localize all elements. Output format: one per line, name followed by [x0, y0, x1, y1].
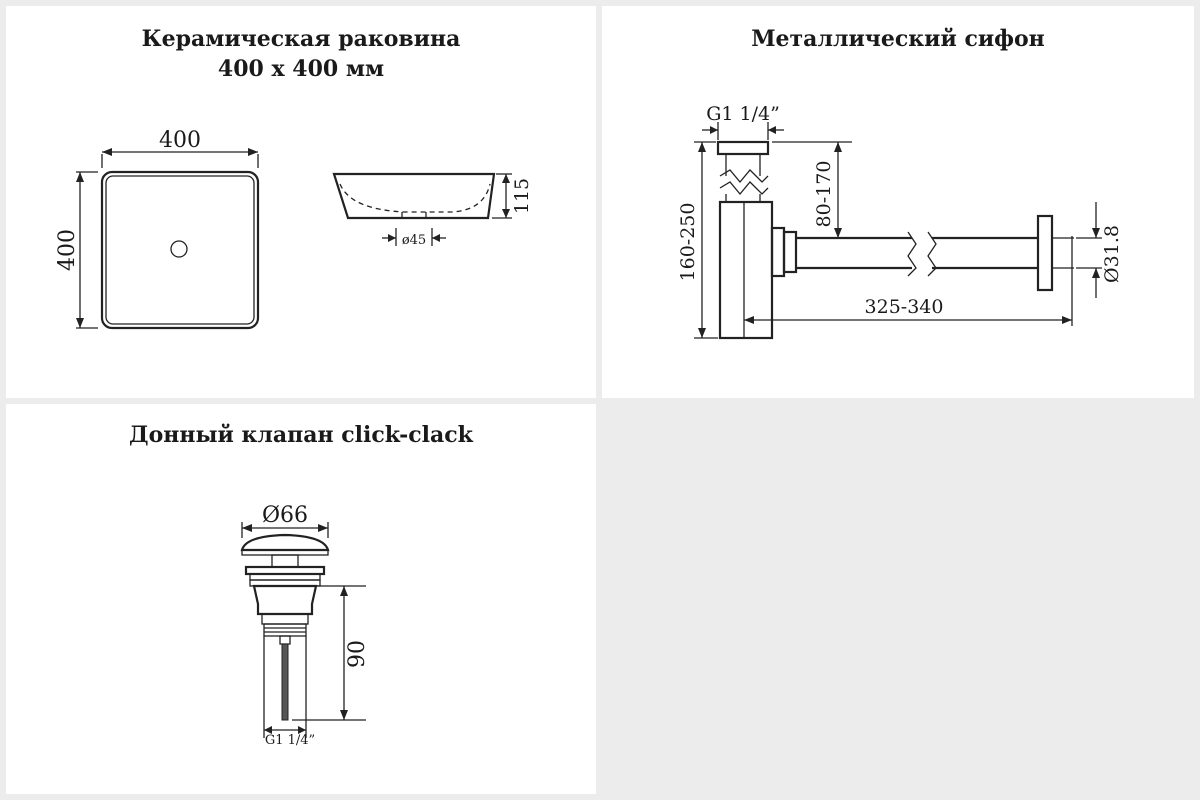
sink-top-inner [106, 176, 254, 324]
sink-drawing [6, 6, 596, 398]
valve-cap-label: Ø66 [261, 503, 309, 528]
siphon-inlet-nut [718, 142, 768, 154]
siphon-body [720, 202, 772, 338]
siphon-pipe-label: Ø31.8 [1101, 225, 1123, 283]
sink-top-outer [102, 172, 258, 328]
siphon-panel [602, 6, 1194, 398]
valve-drawing [6, 404, 596, 794]
valve-body [254, 586, 316, 614]
siphon-length-label: 325-340 [864, 296, 944, 318]
sink-side-bowl [340, 184, 490, 212]
siphon-title: Металлический сифон [751, 26, 1045, 52]
empty-panel [602, 404, 1194, 794]
siphon-wall-flange [1038, 216, 1052, 290]
valve-thread [262, 614, 308, 624]
sink-depth-label: 400 [55, 229, 80, 271]
valve-flange [246, 567, 324, 574]
sink-drain-hole [171, 241, 187, 257]
valve-thread-label: G1 1/4” [264, 733, 316, 748]
valve-height-label: 90 [345, 640, 370, 668]
siphon-drop-label: 80-170 [813, 160, 835, 228]
siphon-drawing [602, 6, 1194, 398]
sink-drain-label: ø45 [401, 233, 427, 248]
valve-panel [6, 404, 596, 794]
sink-panel [6, 6, 596, 398]
valve-title: Донный клапан click-clack [129, 422, 473, 448]
sink-width-label: 400 [159, 128, 201, 153]
valve-cap [242, 535, 328, 550]
sink-title-line2: 400 x 400 мм [217, 56, 385, 82]
sink-title-line1: Керамическая раковина [141, 26, 461, 52]
siphon-outlet-nut [772, 228, 784, 276]
sink-height-label: 115 [511, 177, 533, 215]
siphon-height-label: 160-250 [677, 202, 699, 282]
siphon-thread-label: G1 1/4” [706, 103, 780, 125]
valve-rod [282, 644, 288, 720]
